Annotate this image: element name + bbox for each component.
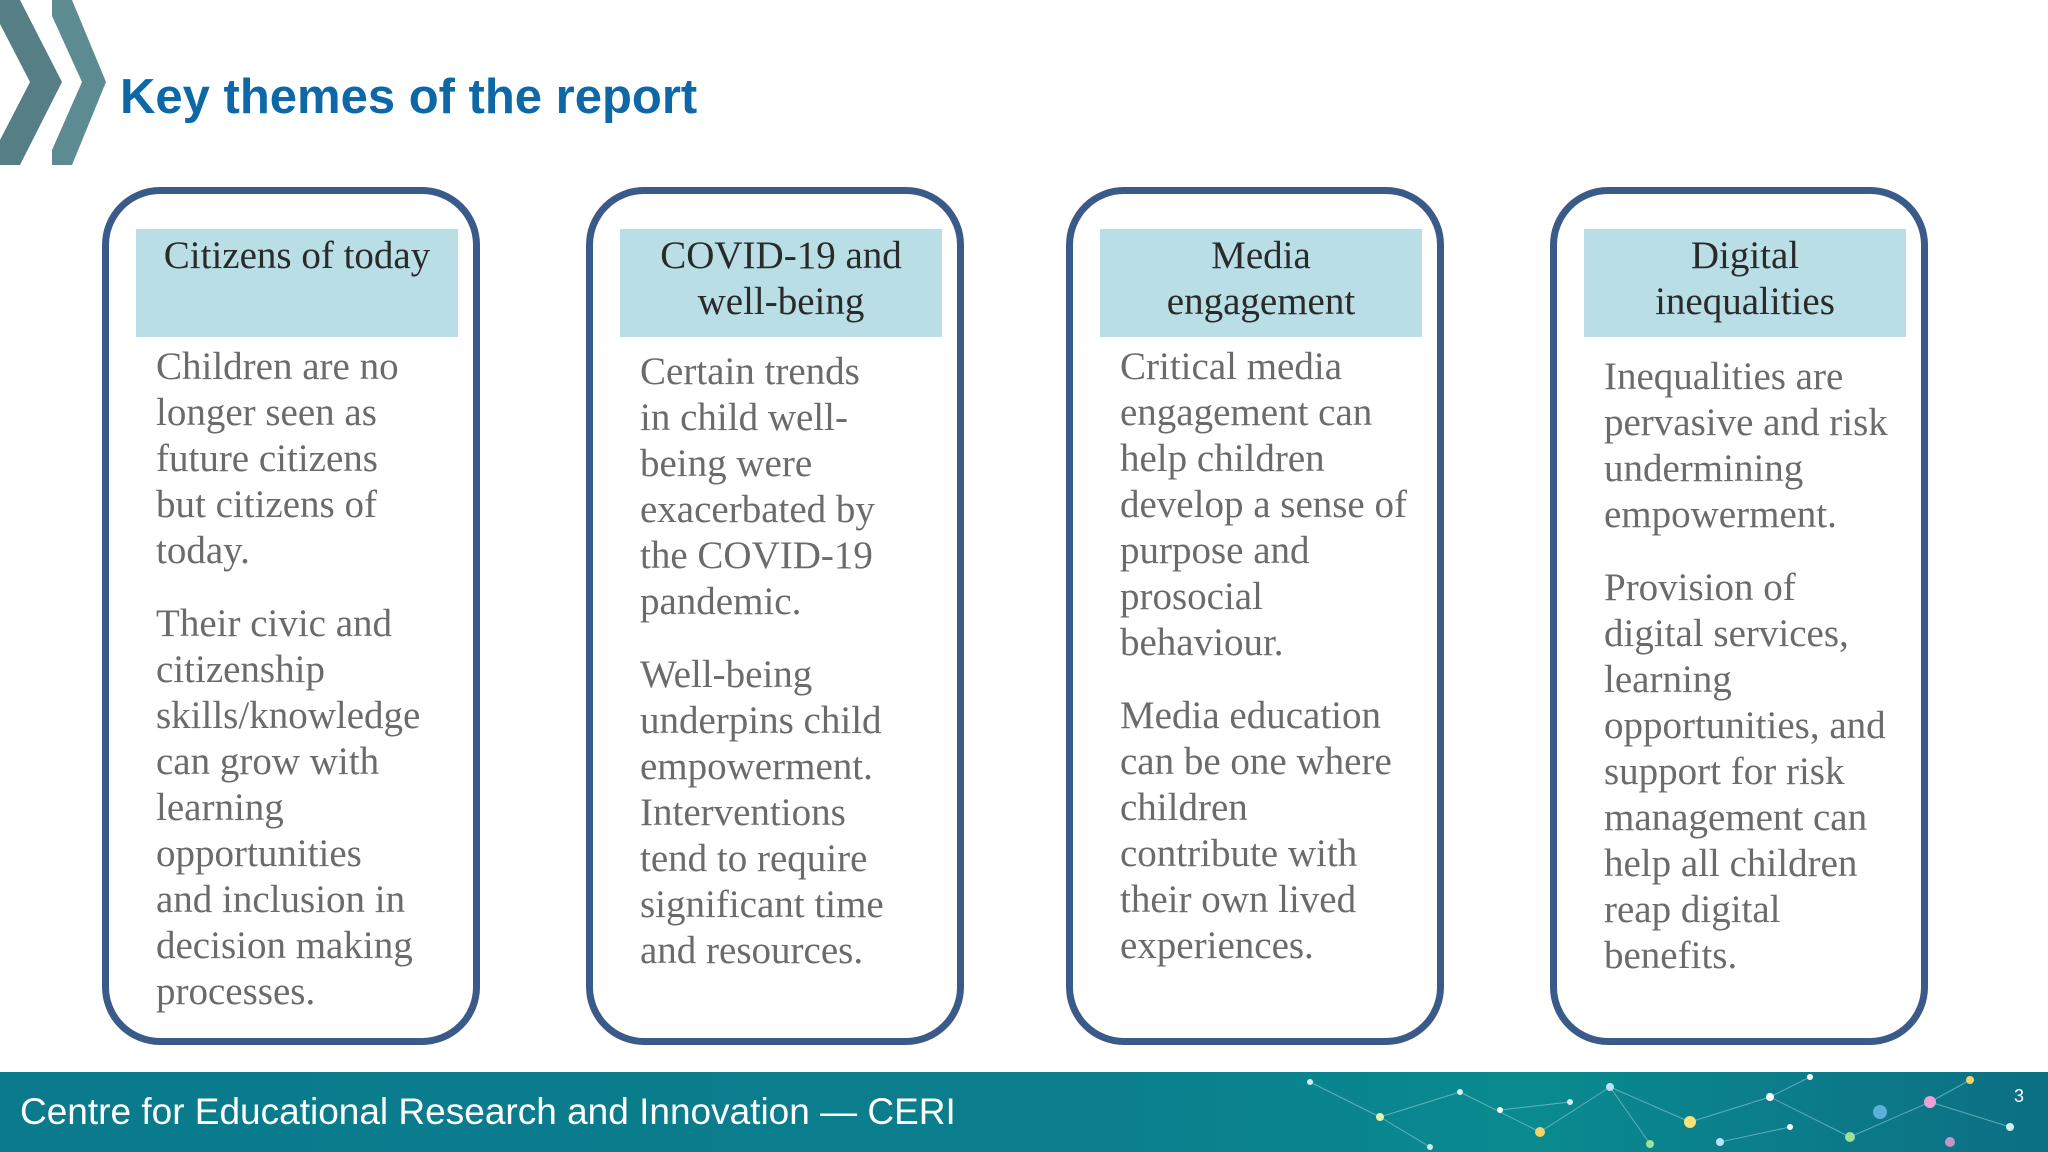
card-body [1120,344,1440,969]
card-paragraph: Critical media engagement can help children develop a sense of purpose and prosocial behaviour. [1120,345,1407,664]
footer-bar [0,1072,2048,1152]
network-pattern-icon [1250,1072,2048,1152]
card-heading: Digital inequalities [1584,229,1906,337]
card-heading: Citizens of today [136,229,458,337]
card-heading: Media engagement [1100,229,1422,337]
card-body [1604,354,1924,979]
card-paragraph: Provision of digital services, learning opportunities, and support for risk management can help all children reap digital benefits. [1604,566,1886,977]
slide-title: Key themes of the report [120,70,698,124]
card-paragraph: Inequalities are pervasive and risk undermining empowerment. [1604,355,1888,536]
card-covid-19-and-well-being [586,187,964,1045]
card-paragraph: Certain trends in child well- being were exacerbated by the COVID-19 pandemic. [640,350,875,623]
card-digital-inequalities [1550,187,1928,1045]
card-paragraph: Media education can be one where children contribute with their own lived experiences. [1120,694,1392,967]
card-citizens-of-today [102,187,480,1045]
card-body [156,344,476,1015]
card-paragraph: Their civic and citizenship skills/knowledge can grow with learning opportunities and inclusion in decision making processes. [156,602,421,1013]
page-number: 3 [2013,1086,2024,1106]
double-chevron-logo-icon [0,0,110,165]
card-media-engagement [1066,187,1444,1045]
card-paragraph: Well-being underpins child empowerment. Interventions tend to require significant time and resources. [640,653,884,972]
card-paragraph: Children are no longer seen as future citizens but citizens of today. [156,345,399,572]
card-heading: COVID-19 and well-being [620,229,942,337]
card-body [640,349,960,974]
footer-organization-name: Centre for Educational Research and Innovation — CERI [20,1091,956,1132]
